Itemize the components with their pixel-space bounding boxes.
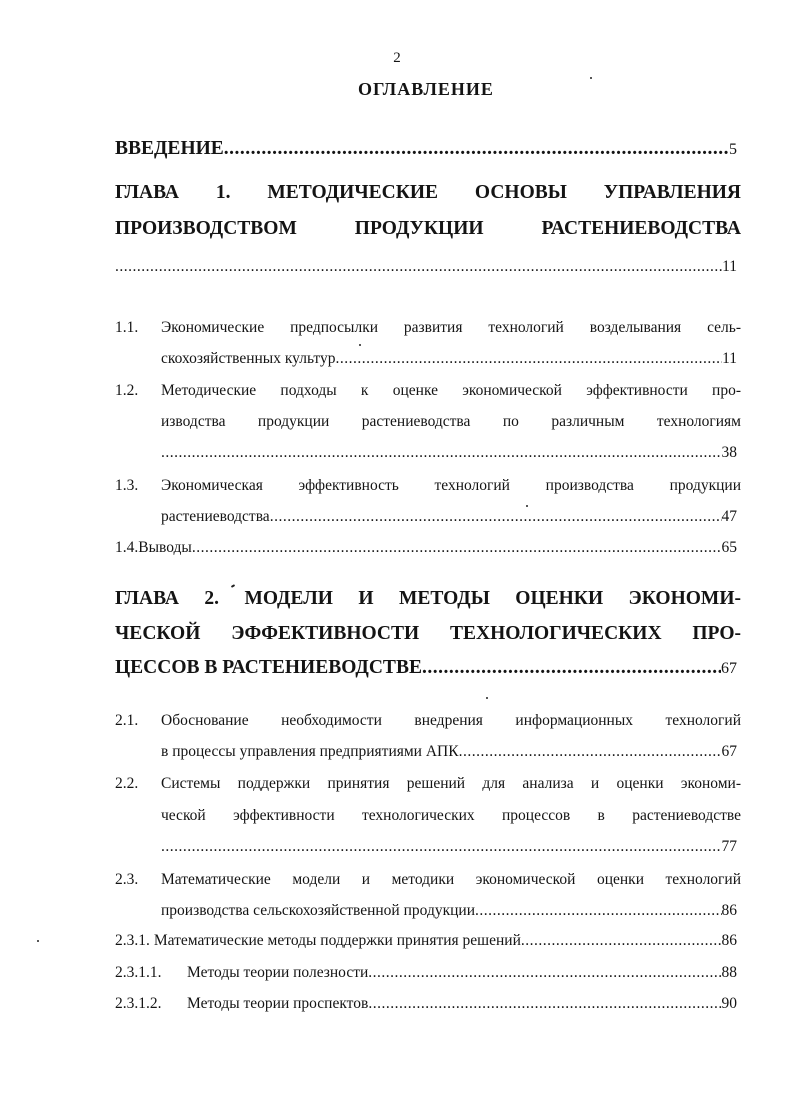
dot-leader	[459, 743, 722, 761]
toc-entry-intro[interactable]	[115, 138, 737, 160]
chapter2-title-line3-row	[115, 657, 737, 679]
section-title-line1: Обоснование необходимости внедрения информационных технологий	[161, 712, 741, 729]
section-title-line1: Системы поддержки принятия решений для анализа и оценки экономи-	[161, 775, 741, 792]
section-title-line1: Методы теории полезности	[187, 964, 369, 981]
section-number: 2.3.1.1.	[115, 964, 162, 981]
section-page: 65	[721, 539, 737, 556]
toc-entry-2-3[interactable]	[115, 871, 741, 889]
toc-entry-2-2-page	[161, 838, 737, 856]
toc-entry-2-1-cont	[161, 743, 737, 761]
chapter1-title-line1: МЕТОДИЧЕСКИЕ ОСНОВЫ УПРАВЛЕНИЯ	[267, 182, 742, 203]
section-title-line1: Экономические предпосылки развития технологий возделывания сель-	[161, 319, 741, 336]
toc-entry-1-3-cont	[161, 508, 737, 526]
chapter2-title-line3: ЦЕССОВ В РАСТЕНИЕВОДСТВЕ	[115, 657, 422, 678]
chapter2-page: 67	[721, 660, 737, 677]
page-title: ОГЛАВЛЕНИЕ	[358, 79, 494, 99]
section-number: 1.4.	[115, 539, 139, 556]
dot-leader	[422, 657, 721, 679]
dot-leader	[161, 444, 722, 462]
scan-speck	[526, 505, 528, 507]
chapter1-page: 11	[722, 258, 737, 275]
chapter2-title-line1: МОДЕЛИ И МЕТОДЫ ОЦЕНКИ ЭКОНОМИ-	[244, 588, 741, 609]
section-number: 2.3.	[115, 871, 139, 888]
section-page: 38	[721, 444, 737, 461]
section-number: 2.3.1.	[115, 932, 150, 949]
chapter1-heading-line1[interactable]	[115, 182, 741, 204]
dot-leader	[192, 539, 722, 557]
toc-entry-2-3-1-1[interactable]	[115, 964, 737, 982]
chapter1-title-line2: ПРОИЗВОДСТВОМ ПРОДУКЦИИ РАСТЕНИЕВОДСТВА	[115, 218, 741, 239]
chapter1-label: ГЛАВА 1.	[115, 182, 231, 203]
dot-leader	[521, 932, 722, 950]
section-number: 2.3.1.2.	[115, 995, 162, 1012]
dot-leader	[115, 258, 722, 276]
section-title-line1: Математические методы поддержки принятия решений	[153, 932, 521, 949]
scan-speck	[359, 344, 361, 346]
section-title-line1: Экономическая эффективность технологий производства продукции	[161, 477, 741, 494]
toc-entry-1-2-page	[161, 444, 737, 462]
chapter2-heading-line1[interactable]	[115, 588, 741, 610]
section-title-line1: Методические подходы к оценке экономической эффективности про-	[161, 382, 741, 399]
section-title-line2: изводства продукции растениеводства по различным технологиям	[161, 413, 741, 430]
toc-entry-2-1[interactable]	[115, 712, 741, 730]
section-page: 67	[721, 743, 737, 760]
scan-speck	[590, 77, 592, 79]
section-title-line2: в процессы управления предприятиями АПК	[161, 743, 459, 760]
chapter1-page-line	[115, 258, 737, 276]
toc-entry-1-1[interactable]	[115, 319, 741, 337]
dot-leader	[336, 350, 723, 368]
scan-speck	[37, 940, 39, 942]
section-title-line2: производства сельскохозяйственной продукции	[161, 902, 476, 919]
section-title-line2: ческой эффективности технологических процессов в растениеводстве	[161, 807, 741, 824]
section-page: 88	[721, 964, 737, 981]
section-page: 86	[721, 902, 737, 919]
toc-intro-label: ВВЕДЕНИЕ	[115, 138, 224, 159]
toc-entry-1-3[interactable]	[115, 477, 741, 495]
section-title-line2: растениеводства	[161, 508, 270, 525]
section-page: 47	[721, 508, 737, 525]
section-page: 90	[721, 995, 737, 1012]
dot-leader	[368, 995, 721, 1013]
toc-entry-2-3-cont	[161, 902, 737, 920]
section-title-line1: Выводы	[138, 539, 192, 556]
dot-leader	[475, 902, 721, 920]
toc-intro-page: 5	[729, 141, 737, 158]
dot-leader	[368, 964, 721, 982]
section-page: 11	[722, 350, 737, 367]
toc-entry-2-3-1-2[interactable]	[115, 995, 737, 1013]
toc-entry-1-4[interactable]	[115, 539, 737, 557]
section-number: 2.2.	[115, 775, 139, 792]
toc-entry-1-2[interactable]	[115, 382, 741, 400]
chapter2-label: ГЛАВА 2.	[115, 588, 219, 609]
section-title-line1: Математические модели и методики экономической оценки технологий	[161, 871, 741, 888]
section-page: 77	[721, 838, 737, 855]
section-number: 1.1.	[115, 319, 139, 336]
toc-entry-2-3-1[interactable]	[115, 932, 737, 950]
section-page: 86	[721, 932, 737, 949]
toc-entry-1-1-cont	[161, 350, 737, 368]
toc-entry-2-2[interactable]	[115, 775, 741, 793]
dot-leader	[270, 508, 722, 526]
section-number: 1.2.	[115, 382, 139, 399]
chapter2-title-line2: ЧЕСКОЙ ЭФФЕКТИВНОСТИ ТЕХНОЛОГИЧЕСКИХ ПРО-	[115, 623, 741, 644]
dot-leader	[161, 838, 722, 856]
dot-leader	[224, 138, 729, 160]
scan-speck	[486, 697, 488, 699]
section-number: 2.1.	[115, 712, 139, 729]
page-number: 2	[393, 50, 401, 66]
section-title-line2: скохозяйственных культур	[161, 350, 336, 367]
section-title-line1: Методы теории проспектов	[187, 995, 369, 1012]
section-number: 1.3.	[115, 477, 139, 494]
